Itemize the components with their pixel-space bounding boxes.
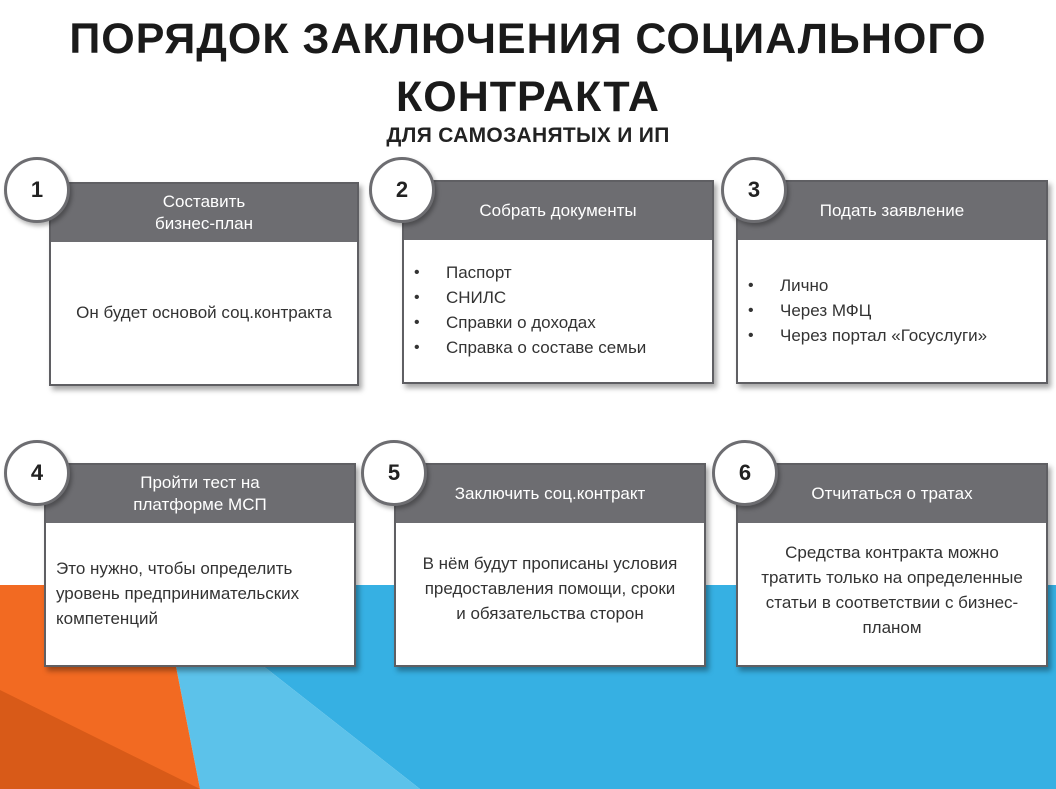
title-line-1: ПОРЯДОК ЗАКЛЮЧЕНИЯ СОЦИАЛЬНОГО	[69, 15, 987, 63]
page-subtitle: ДЛЯ САМОЗАНЯТЫХ И ИП	[386, 124, 670, 147]
list-item: • Справка о составе семьи	[414, 335, 646, 360]
step-4-title-line-1: Пройти тест на	[140, 473, 260, 492]
step-5-text-line: и обязательства сторон	[456, 604, 644, 623]
step-1-title-line-2: бизнес-план	[155, 214, 253, 233]
step-number-badge-4: 4	[4, 440, 70, 506]
step-5-text-line: В нём будут прописаны условия	[422, 554, 678, 573]
step-number-badge-2: 2	[369, 157, 435, 223]
step-6-header	[738, 465, 1046, 523]
step-1-body	[51, 242, 357, 382]
step-5-header	[396, 465, 704, 523]
step-1-header	[51, 184, 357, 242]
step-6-text-line: Средства контракта можно	[785, 543, 999, 562]
step-4-title-line-2: платформе МСП	[133, 495, 267, 514]
step-6-body	[738, 523, 1046, 663]
step-number-badge-5: 5	[361, 440, 427, 506]
step-card-2	[402, 180, 714, 384]
list-item: • Паспорт	[414, 260, 646, 285]
list-item: • Через МФЦ	[748, 298, 987, 323]
step-6-title: Отчитаться о тратах	[811, 484, 973, 503]
step-card-6	[736, 463, 1048, 667]
step-4-text-line: компетенций	[56, 608, 159, 628]
step-2-title: Собрать документы	[479, 201, 637, 220]
step-3-title: Подать заявление	[819, 201, 965, 220]
step-card-4	[44, 463, 356, 667]
step-card-5	[394, 463, 706, 667]
step-4-text-line: Это нужно, чтобы определить	[56, 558, 293, 578]
step-number-badge-1: 1	[4, 157, 70, 223]
step-card-3	[736, 180, 1048, 384]
step-3-list	[738, 273, 987, 348]
step-number-badge-3: 3	[721, 157, 787, 223]
step-3-body	[738, 240, 1046, 380]
page-title	[0, 10, 1056, 126]
step-6-text-line: тратить только на определенные	[761, 568, 1023, 587]
step-5-body	[396, 523, 704, 663]
step-2-body	[404, 240, 712, 380]
list-item: • Справки о доходах	[414, 310, 646, 335]
step-5-text-line: предоставления помощи, сроки	[424, 579, 676, 598]
step-6-text-line: планом	[862, 618, 922, 637]
list-item: • СНИЛС	[414, 285, 646, 310]
step-card-1	[49, 182, 359, 386]
step-4-header	[46, 465, 354, 523]
step-6-text-line: статьи в соответствии с бизнес-	[765, 593, 1019, 612]
step-4-text-line: уровень предпринимательских	[56, 583, 300, 603]
step-2-header	[404, 182, 712, 240]
step-1-title-line-1: Составить	[162, 192, 246, 211]
step-4-body	[46, 523, 354, 663]
title-line-2: КОНТРАКТА	[396, 73, 660, 121]
step-5-title: Заключить соц.контракт	[454, 484, 646, 503]
step-1-text: Он будет основой соц.контракта	[76, 302, 332, 322]
step-2-list	[404, 260, 646, 360]
step-number-badge-6: 6	[712, 440, 778, 506]
list-item: • Через портал «Госуслуги»	[748, 323, 987, 348]
list-item: • Лично	[748, 273, 987, 298]
